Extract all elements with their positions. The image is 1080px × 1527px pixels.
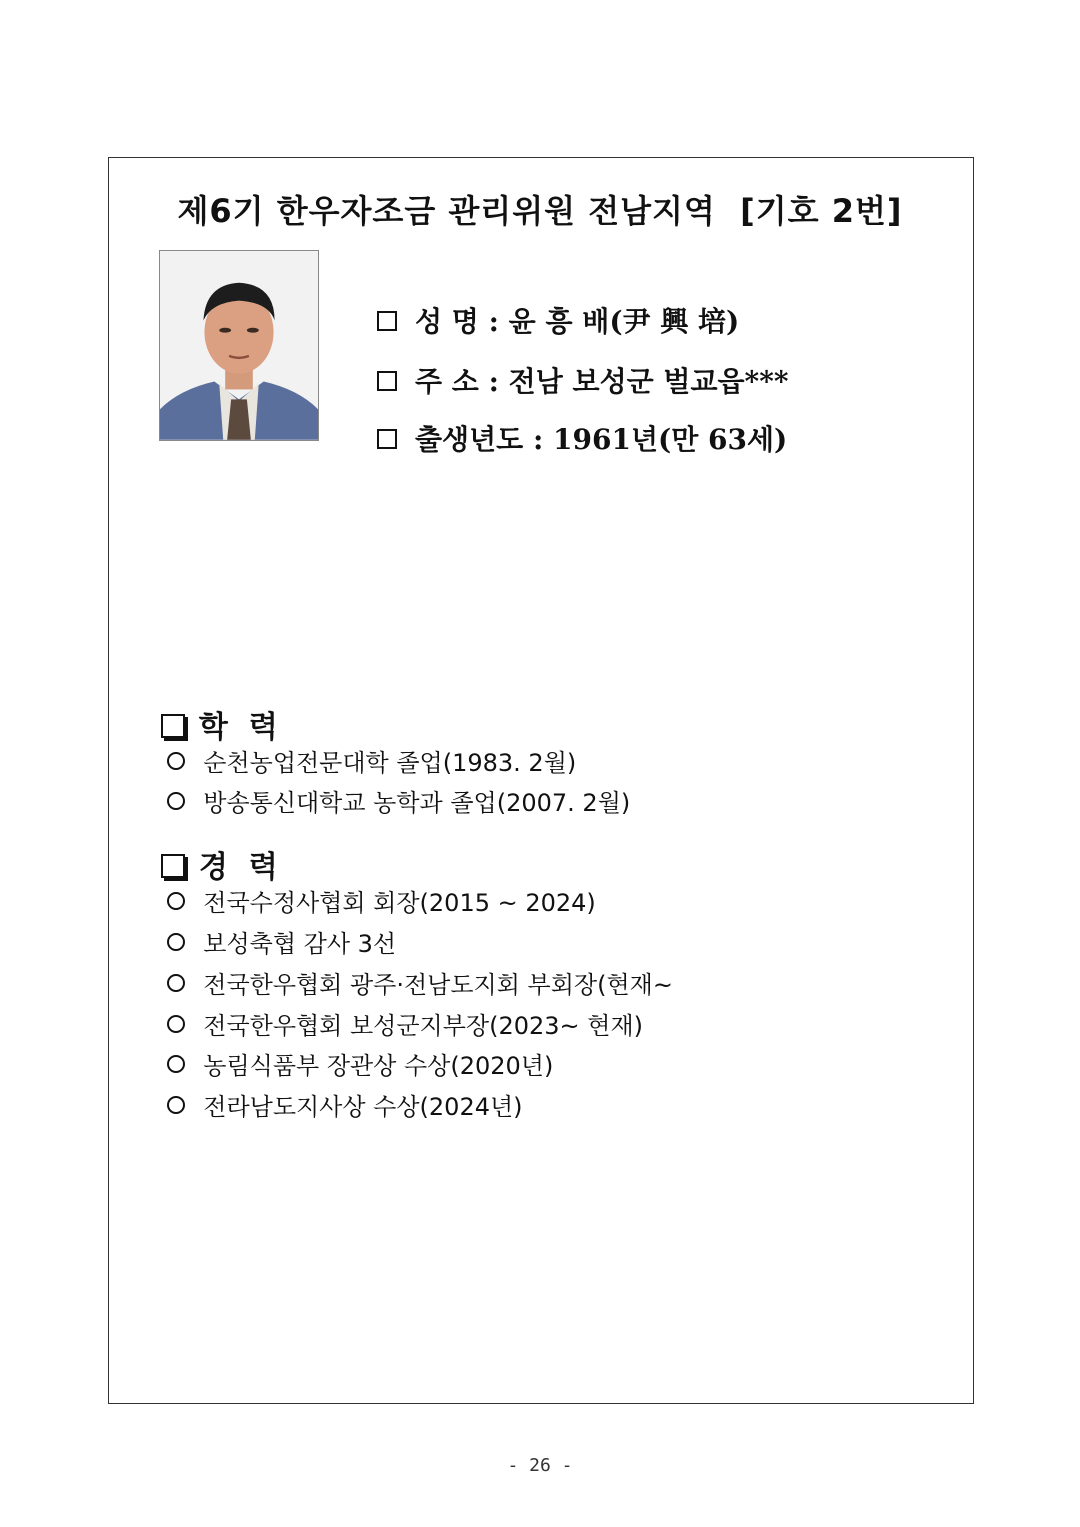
checkbox-icon (377, 429, 397, 449)
page-number: - 26 - (507, 1455, 573, 1476)
circle-bullet-icon (167, 1096, 185, 1114)
birth-row (338, 389, 787, 491)
career-item-text: 전국한우협회 광주·전남도지회 부회장(현재~ (203, 971, 673, 999)
education-item-text: 방송통신대학교 농학과 졸업(2007. 2월) (203, 789, 631, 817)
portrait-photo (159, 250, 319, 441)
circle-bullet-icon (167, 792, 185, 810)
page-title: 제6기 한우자조금 관리위원 전남지역 [기호 2번] (177, 192, 903, 230)
birth-text: 출생년도 : 1961년(만 63세) (415, 423, 788, 456)
checkbox-icon (377, 371, 397, 391)
career-item-text: 농림식품부 장관상 수상(2020년) (203, 1052, 554, 1080)
career-item-text: 전국한우협회 보성군지부장(2023~ 현재) (203, 1012, 644, 1040)
portrait-icon (160, 251, 318, 440)
checkbox-icon (377, 311, 397, 331)
career-heading-label: 경 력 (198, 850, 278, 885)
career-item-text: 보성축협 감사 3선 (203, 930, 397, 958)
address-text: 주 소 : 전남 보성군 벌교읍*** (415, 365, 789, 398)
career-item-text: 전국수정사협회 회장(2015 ~ 2024) (203, 889, 596, 917)
education-heading-label: 학 력 (198, 710, 278, 745)
list-item (152, 1062, 523, 1122)
education-item-text: 순천농업전문대학 졸업(1983. 2월) (203, 749, 577, 777)
list-item (152, 758, 630, 818)
career-item-text: 전라남도지사상 수상(2024년) (203, 1093, 523, 1121)
name-text: 성 명 : 윤 흥 배(尹 興 培) (415, 305, 740, 338)
